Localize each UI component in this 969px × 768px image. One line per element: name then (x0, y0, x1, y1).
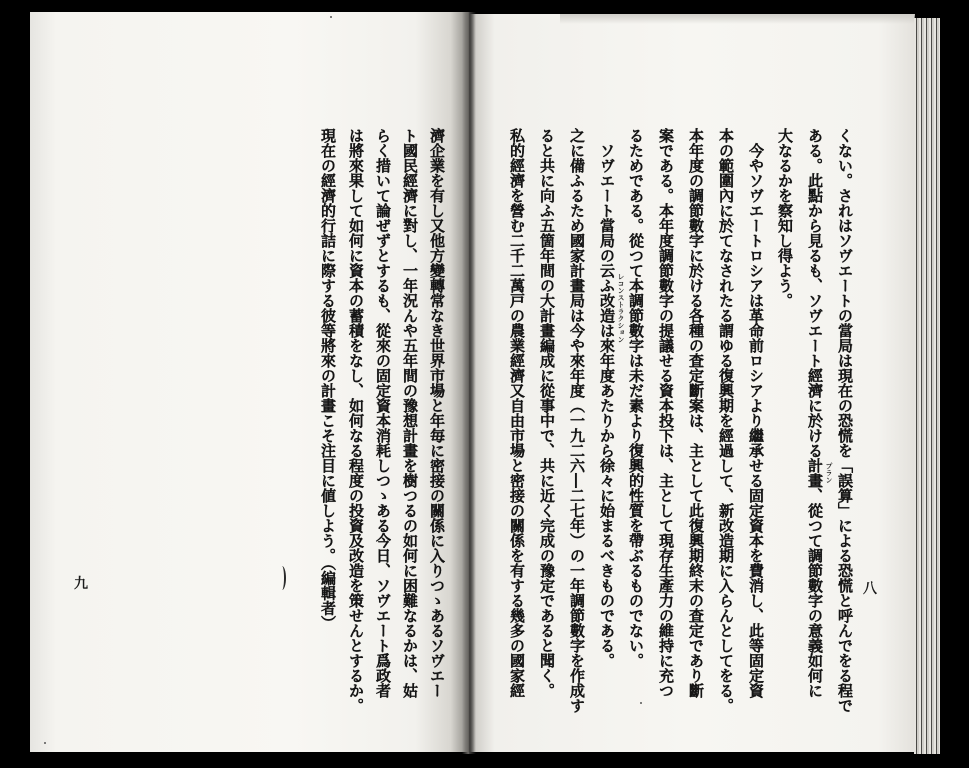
scan-speck (44, 742, 46, 744)
text-column: 案である。本年度調節數字の提議せる資本投下は、主として現存生產力の維持に充つ (657, 128, 675, 698)
text-column: は將來果して如何に資本の蓄積をなし、如何なる程度の投資及改造を策せんとするか。 (347, 128, 365, 713)
column-text: ある。此點から見るも、ソヴエート經濟に於ける (806, 128, 824, 458)
ruby-reading: プラン (825, 462, 833, 484)
text-column: くない。されはソヴエートの當局は現在の恐慌を「誤算」による恐慌と呼んでをる程で (836, 128, 854, 713)
text-column: 本年度の調節數字に於ける各種の査定斷案は、主として此復興期終末の査定であり斷 (687, 128, 705, 698)
scan-speck (640, 702, 642, 704)
text-column: 私的經濟を營む二千二萬戸の農業經濟又自由市場と密接の關係を有する幾多の國家經 (508, 128, 526, 698)
text-column: 之に備ふるため國家計畫局は今や來年度（一九二六―二七年）の一年調節數字を作成す (568, 128, 586, 713)
text-column (598, 143, 625, 753)
text-column: ると共に向ふ五箇年間の大計畫編成に從事中で、共に近く完成の豫定であると聞く。 (538, 128, 556, 698)
text-column: 濟企業を有し又他方變轉常なき世界市場と年毎に密接の關係に入りつゝあるソヴエー (428, 128, 446, 698)
column-text: は來年度あたりから徐々に始まるべきものである。 (598, 323, 616, 668)
text-column: 大なるかを察知し得よう。 (776, 128, 794, 308)
text-column (806, 128, 833, 738)
ruby-reading: レコンストラクション (617, 273, 625, 343)
ruby-group (806, 458, 833, 488)
page-number-right: 八 (863, 581, 877, 597)
ruby-base: 計畫 (806, 458, 824, 488)
text-column: 本の範圍內に於てなされたる謂ゆる復興期を經過して、新改造期に入らんとしてをる。 (717, 128, 735, 713)
scan-speck (330, 16, 332, 18)
text-column: るためである。從つて本調節數字は未だ素より復興的性質を帶ぶるものでない。 (627, 128, 645, 668)
pencil-mark (278, 566, 286, 590)
ruby-group (598, 273, 625, 343)
page-number-left: 九 (74, 576, 88, 592)
text-column: 現在の經濟的行詰に際する彼等將來の計畫こそ注目に値しよう。（編輯者） (319, 128, 337, 631)
text-column: ト國民經濟に對し、一年況んや五年間の豫想計畫を樹つるの如何に困難なるかは、姑 (401, 128, 419, 698)
column-text: ソヴエート當局の云ふ (598, 143, 616, 293)
text-column: らく措いて論ぜずとするも、從來の固定資本消耗しつゝある今日、ソヴエート爲政者 (374, 128, 392, 698)
text-column: 今やソヴエートロシアは革命前ロシアより繼承せる固定資本を費消し、此等固定資 (747, 143, 765, 698)
column-text: 、從つて調節數字の意義如何に (806, 488, 824, 698)
ruby-base: 改造 (598, 293, 616, 323)
